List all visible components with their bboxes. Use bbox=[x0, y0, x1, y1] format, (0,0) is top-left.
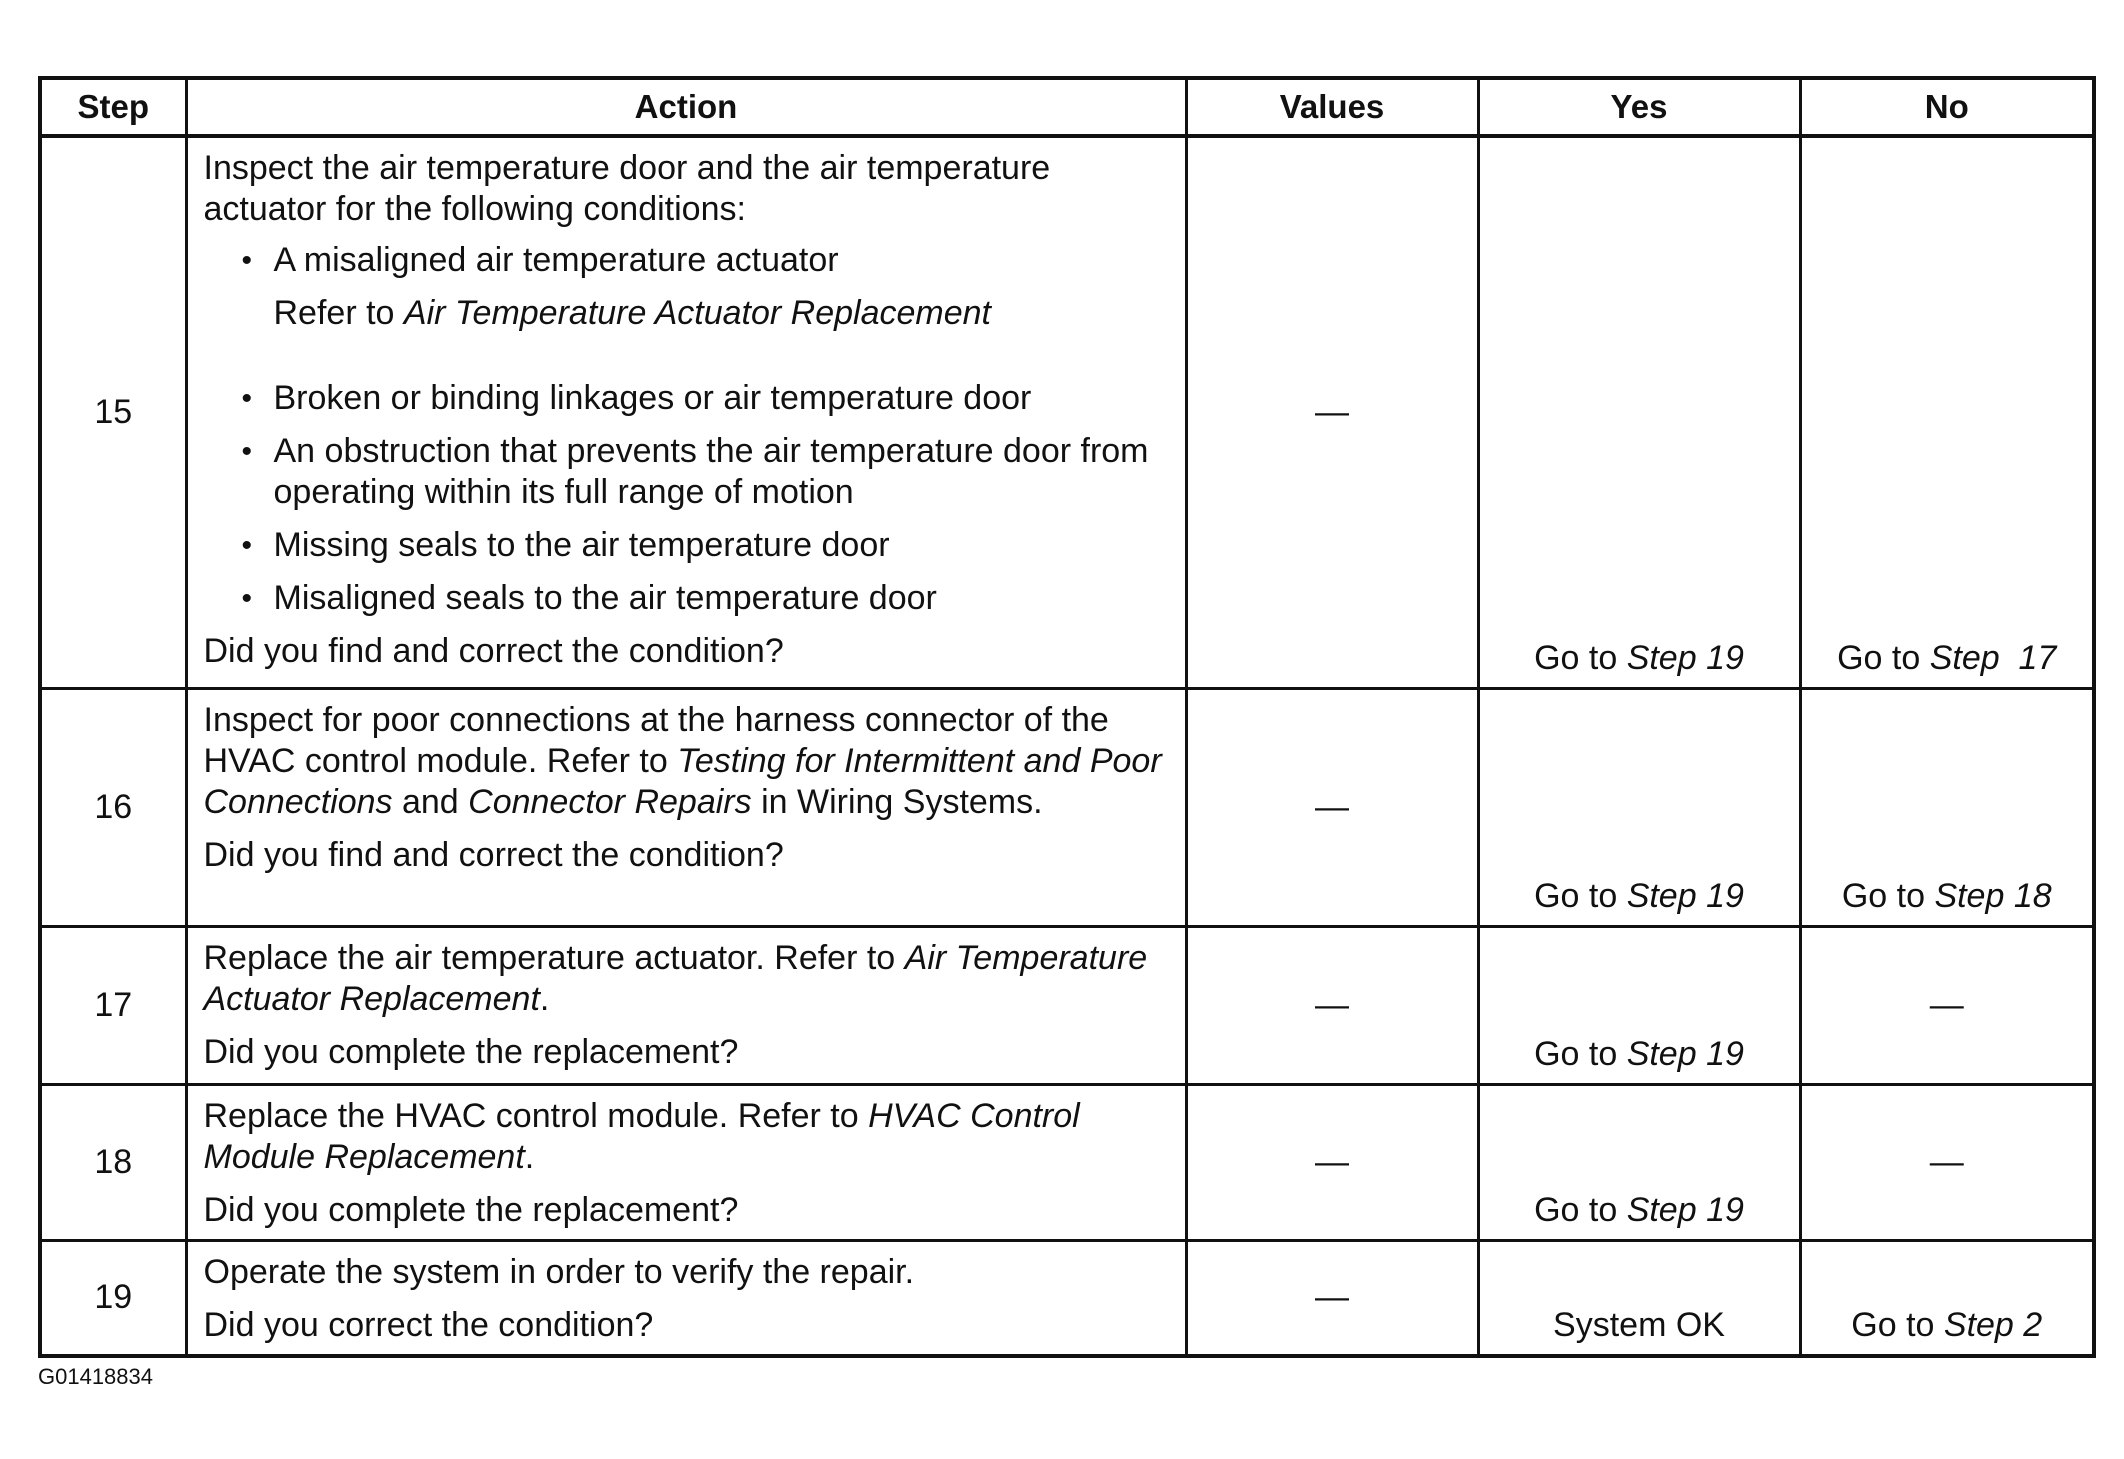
diagnostic-table-container bbox=[38, 76, 2092, 1358]
condition-list-continued bbox=[204, 378, 1171, 619]
header-row bbox=[40, 78, 2094, 136]
action-cell bbox=[186, 1240, 1186, 1356]
table-row-step-15 bbox=[40, 136, 2094, 688]
action-question: Did you correct the condition? bbox=[203, 1305, 654, 1344]
bullet-icon: • bbox=[241, 529, 253, 562]
bullet-icon: • bbox=[241, 582, 253, 615]
step-number: 18 bbox=[40, 1084, 186, 1240]
action-text: Inspect for poor connections at the harness connector of the HVAC control module. Refer to Testing for Intermittent and Poor Connections and Connector Repairs in Wiring Systems. bbox=[203, 700, 1162, 821]
action-cell bbox=[186, 136, 1186, 688]
reference-link: Air Temperature Actuator Replacement bbox=[203, 938, 1148, 1018]
diagnostic-table bbox=[38, 76, 2096, 1358]
no-cell: Go to Step 2 bbox=[1800, 1240, 2094, 1356]
action-cell bbox=[186, 1084, 1186, 1240]
action-text: Replace the air temperature actuator. Refer to Air Temperature Actuator Replacement. bbox=[203, 938, 1148, 1018]
values-cell: — bbox=[1186, 926, 1478, 1084]
list-item: • An obstruction that prevents the air temperature door from operating within its full range of motion bbox=[241, 432, 1149, 511]
yes-cell: Go to Step 19 bbox=[1478, 926, 1800, 1084]
reference-link: HVAC Control Module Replacement bbox=[203, 1096, 1080, 1176]
action-cell bbox=[186, 688, 1186, 926]
action-question: Did you complete the replacement? bbox=[203, 1190, 739, 1229]
yes-cell: Go to Step 19 bbox=[1478, 136, 1800, 688]
table-row-step-16 bbox=[40, 688, 2094, 926]
values-cell: — bbox=[1186, 688, 1478, 926]
bullet-icon: • bbox=[241, 435, 253, 468]
bullet-icon: • bbox=[241, 382, 253, 415]
list-item: • Misaligned seals to the air temperature door bbox=[241, 579, 937, 617]
action-text: Operate the system in order to verify the repair. bbox=[203, 1252, 915, 1291]
reference-link: Testing for Intermittent and Poor Connections bbox=[203, 741, 1162, 821]
header-action: Action bbox=[186, 78, 1186, 136]
figure-id: G01418834 bbox=[38, 1364, 153, 1389]
no-cell: — bbox=[1800, 1084, 2094, 1240]
header-yes: Yes bbox=[1478, 78, 1800, 136]
action-intro: Inspect the air temperature door and the air temperature actuator for the following conditions: bbox=[203, 149, 1051, 228]
reference-link: Air Temperature Actuator Replacement bbox=[403, 294, 991, 332]
step-number: 17 bbox=[40, 926, 186, 1084]
header-no: No bbox=[1800, 78, 2094, 136]
table-row-step-19 bbox=[40, 1240, 2094, 1356]
list-item: • A misaligned air temperature actuator bbox=[241, 241, 839, 279]
action-question: Did you find and correct the condition? bbox=[203, 835, 784, 874]
step-number: 19 bbox=[40, 1240, 186, 1356]
header-values: Values bbox=[1186, 78, 1478, 136]
action-question: Did you complete the replacement? bbox=[203, 1032, 739, 1071]
step-number: 16 bbox=[40, 688, 186, 926]
action-cell bbox=[186, 926, 1186, 1084]
yes-cell: Go to Step 19 bbox=[1478, 1084, 1800, 1240]
values-cell: — bbox=[1186, 1240, 1478, 1356]
list-item: • Missing seals to the air temperature door bbox=[241, 526, 890, 564]
action-question: Did you find and correct the condition? bbox=[203, 632, 784, 670]
reference-link: Connector Repairs bbox=[468, 782, 752, 821]
no-cell: Go to Step 17 bbox=[1800, 136, 2094, 688]
condition-list bbox=[204, 240, 1171, 281]
action-text: Replace the HVAC control module. Refer to HVAC Control Module Replacement. bbox=[203, 1096, 1080, 1176]
yes-cell: Go to Step 19 bbox=[1478, 688, 1800, 926]
table-row-step-18 bbox=[40, 1084, 2094, 1240]
header-step: Step bbox=[40, 78, 186, 136]
values-cell: — bbox=[1186, 136, 1478, 688]
step-number: 15 bbox=[40, 136, 186, 688]
table-row-step-17 bbox=[40, 926, 2094, 1084]
refer-note: Refer to Air Temperature Actuator Replacement bbox=[273, 294, 991, 332]
values-cell: — bbox=[1186, 1084, 1478, 1240]
no-cell: Go to Step 18 bbox=[1800, 688, 2094, 926]
yes-cell: System OK bbox=[1478, 1240, 1800, 1356]
list-item: • Broken or binding linkages or air temperature door bbox=[241, 379, 1032, 417]
bullet-icon: • bbox=[241, 244, 253, 277]
no-cell: — bbox=[1800, 926, 2094, 1084]
